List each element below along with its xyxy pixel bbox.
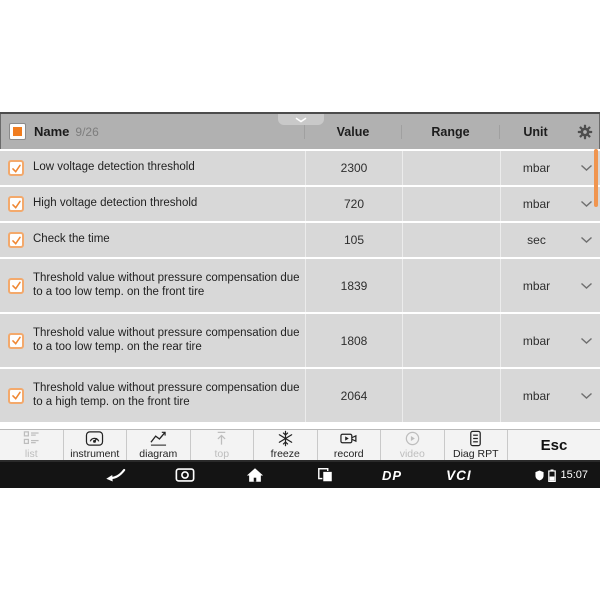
check-icon: [11, 199, 22, 210]
table-header-row: [0, 114, 600, 149]
toolbar-button-label: Diag RPT: [452, 448, 499, 460]
video-button[interactable]: [381, 430, 445, 460]
row-value: 1839: [305, 259, 402, 312]
check-icon: [11, 390, 22, 401]
row-unit: mbar: [500, 259, 572, 312]
row-name: High voltage detection threshold: [33, 197, 198, 210]
chevron-down-icon: [580, 282, 593, 290]
row-expand-button[interactable]: [572, 236, 600, 244]
header-name-cell: [1, 123, 304, 140]
toolbar-button-label: top: [214, 448, 230, 460]
dp-logo[interactable]: DP: [382, 467, 403, 483]
toolbar-button-label: video: [399, 448, 425, 460]
row-unit: mbar: [500, 187, 572, 221]
top-button[interactable]: [191, 430, 255, 460]
chevron-down-icon: [580, 337, 593, 345]
table-row[interactable]: [0, 151, 600, 185]
row-name: Threshold value without pressure compensation due to a high temp. on the front tire: [33, 382, 300, 408]
report-icon: [466, 430, 485, 447]
row-range: [402, 259, 500, 312]
list-button[interactable]: [0, 430, 64, 460]
row-expand-button[interactable]: [572, 282, 600, 290]
chevron-down-icon: [580, 392, 593, 400]
table-row[interactable]: [0, 369, 600, 422]
chevron-down-icon: [580, 236, 593, 244]
row-unit: mbar: [500, 314, 572, 367]
function-toolbar: [0, 429, 600, 462]
battery-icon: [548, 469, 556, 482]
table-row[interactable]: [0, 223, 600, 257]
check-icon: [11, 235, 22, 246]
collapse-handle[interactable]: [278, 114, 324, 125]
row-value: 105: [305, 223, 402, 257]
gear-icon: [577, 124, 593, 140]
chevron-down-icon: [295, 117, 307, 123]
row-name: Threshold value without pressure compensation due to a too low temp. on the rear tire: [33, 327, 300, 353]
row-checkbox[interactable]: [8, 160, 24, 176]
unit-column-header: Unit: [499, 125, 571, 139]
value-column-header: Value: [304, 125, 401, 139]
toolbar-button-label: record: [333, 448, 364, 460]
row-checkbox[interactable]: [8, 388, 24, 404]
gauge-icon: [85, 430, 104, 447]
partial-check-mark: [13, 127, 22, 136]
chevron-down-icon: [580, 164, 593, 172]
diagram-button[interactable]: [127, 430, 191, 460]
diag-rpt-button[interactable]: [445, 430, 509, 460]
list-icon: [22, 430, 41, 447]
back-button[interactable]: [102, 468, 128, 483]
table-row[interactable]: [0, 259, 600, 312]
table-body: [0, 149, 600, 422]
check-icon: [11, 163, 22, 174]
settings-button[interactable]: [571, 124, 599, 140]
toolbar-button-label: diagram: [139, 448, 178, 460]
toolbar-button-label: freeze: [270, 448, 300, 460]
diagnostic-data-app: [0, 112, 600, 483]
instrument-button[interactable]: [64, 430, 128, 460]
recents-icon: [317, 467, 334, 483]
android-navbar: [0, 462, 600, 488]
esc-button[interactable]: Esc: [540, 436, 568, 454]
row-expand-button[interactable]: [572, 392, 600, 400]
snowflake-icon: [276, 430, 295, 447]
camera-icon: [175, 467, 195, 483]
range-column-header: Range: [401, 125, 499, 139]
check-icon: [11, 335, 22, 346]
home-button[interactable]: [242, 467, 268, 483]
row-unit: mbar: [500, 369, 572, 422]
play-circle-icon: [403, 430, 422, 447]
live-data-table: [0, 112, 600, 422]
check-icon: [11, 280, 22, 291]
line-chart-icon: [149, 430, 168, 447]
row-value: 1808: [305, 314, 402, 367]
row-value: 720: [305, 187, 402, 221]
row-value: 2300: [305, 151, 402, 185]
name-column-header: Name: [34, 124, 70, 139]
vpn-shield-icon: [535, 470, 544, 481]
row-range: [402, 223, 500, 257]
clock: 15:07: [560, 469, 588, 481]
toolbar-button-label: list: [24, 448, 38, 460]
row-range: [402, 187, 500, 221]
selected-counter: 9/26: [75, 124, 99, 139]
row-name: Low voltage detection threshold: [33, 161, 195, 174]
row-checkbox[interactable]: [8, 232, 24, 248]
toolbar-button-label: instrument: [70, 448, 120, 460]
row-range: [402, 314, 500, 367]
freeze-button[interactable]: [254, 430, 318, 460]
row-checkbox[interactable]: [8, 333, 24, 349]
row-expand-button[interactable]: [572, 337, 600, 345]
row-name: Check the time: [33, 233, 110, 246]
row-unit: sec: [500, 223, 572, 257]
row-range: [402, 369, 500, 422]
table-row[interactable]: [0, 314, 600, 367]
chevron-down-icon: [580, 200, 593, 208]
row-checkbox[interactable]: [8, 278, 24, 294]
home-icon: [246, 467, 264, 483]
status-area: [535, 469, 600, 482]
vci-button[interactable]: VCI: [446, 467, 472, 483]
recent-apps-button[interactable]: [312, 467, 338, 483]
select-all-checkbox[interactable]: [9, 123, 26, 140]
row-range: [402, 151, 500, 185]
video-camera-icon: [339, 430, 358, 447]
record-button[interactable]: [318, 430, 382, 460]
row-unit: mbar: [500, 151, 572, 185]
table-row[interactable]: [0, 187, 600, 221]
scrollbar-thumb[interactable]: [594, 149, 598, 207]
arrow-up-icon: [212, 430, 231, 447]
screenshot-button[interactable]: [172, 467, 198, 483]
row-name: Threshold value without pressure compensation due to a too low temp. on the front tire: [33, 272, 300, 298]
row-value: 2064: [305, 369, 402, 422]
back-icon: [104, 468, 126, 483]
row-checkbox[interactable]: [8, 196, 24, 212]
